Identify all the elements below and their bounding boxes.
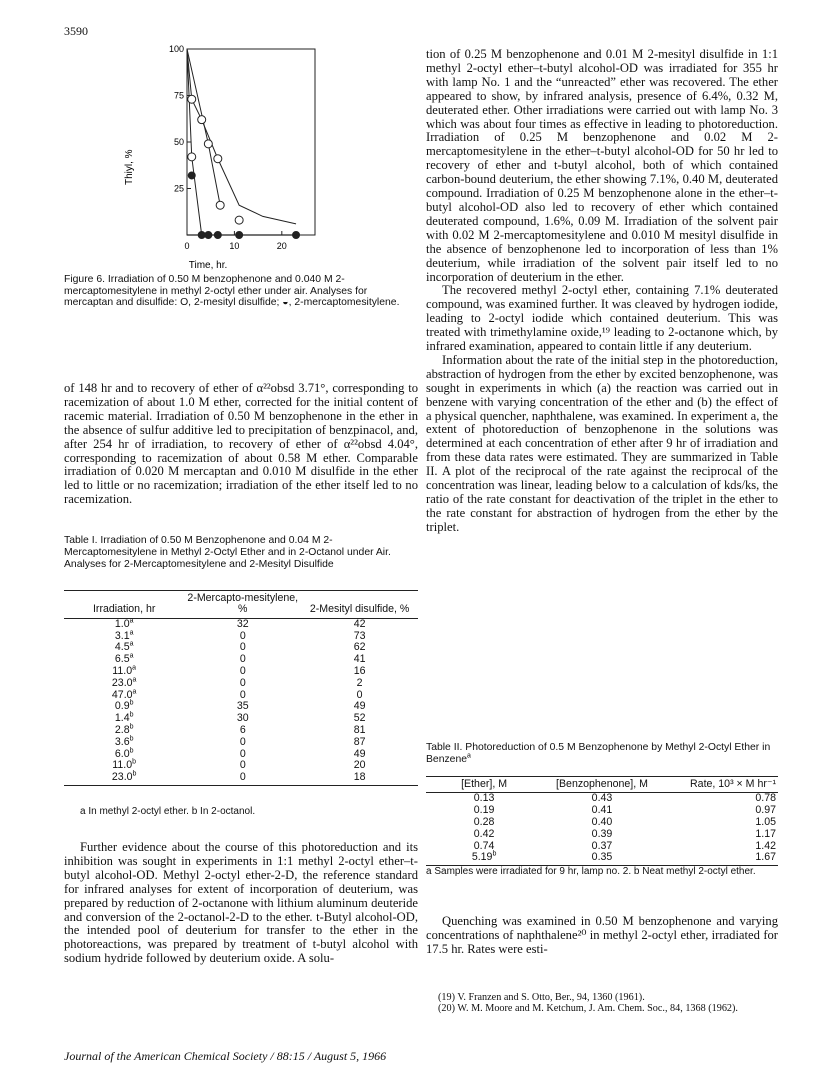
table-cell: 32	[236, 617, 249, 630]
table-cell: 2	[356, 676, 363, 689]
cell-value: 0.42	[473, 827, 495, 840]
data-point-disulfide	[188, 95, 196, 103]
cell-value: 1.4	[114, 712, 130, 725]
table-cell: 0.40	[591, 816, 613, 828]
table-cell: 0.78	[755, 792, 776, 805]
data-point-mercaptan	[205, 232, 212, 239]
table-1-footnote: a In methyl 2-octyl ether. b In 2-octanol.	[80, 806, 256, 817]
table-2-caption-text: Table II. Photoreduction of 0.5 M Benzophenone by Methyl 2-Octyl Ether in Benzene	[426, 742, 771, 765]
table-cell: 87	[353, 735, 366, 748]
data-point-mercaptan	[236, 232, 243, 239]
cell-value: 11.0	[112, 759, 133, 772]
cell-value: 3.1	[114, 629, 130, 642]
data-point-mercaptan	[214, 232, 221, 239]
reference: (19) V. Franzen and S. Otto, Ber., 94, 1360 (1961).	[438, 992, 645, 1003]
x-tick-label: 0	[184, 241, 190, 251]
left-column-text-top	[64, 382, 418, 507]
data-point-mercaptan	[293, 232, 300, 239]
cell-value: 0.19	[473, 804, 495, 817]
cell-footnote-mark: a	[129, 652, 134, 660]
data-point-disulfide	[204, 140, 212, 148]
paragraph: Information about the rate of the initial step in the photoreduction, abstraction of hydrogen from the ether by excited benzophenone, was sought in experiments in which (a) the reaction was carried out in benzene with varying concentration of the ether and (b) the effect of a physical quencher, naphthalene, was examined. In experiment a, the extent of photoreduction of benzophenone in the solutions was determined at each concentration of ether after 9 hr of irradiation and from these data rates were estimated. They are summarized in Table II. A plot of the reciprocal of the rate against the reciprocal of the concentration was linear, leading below to a calculation of kds/ks, the ratio of the rate constant for deactivation of the triplet in the ether to the rate constant for abstraction of hydrogen from the ether by the triplet.	[426, 352, 778, 534]
y-axis-label: Thiyl, %	[124, 149, 135, 185]
cell-footnote-mark: a	[129, 640, 134, 648]
table-cell: 1.05	[755, 816, 776, 828]
table-cell: 0.35	[542, 852, 662, 865]
table-cell: 0.37	[591, 839, 613, 852]
x-axis-label: Time, hr.	[188, 260, 228, 270]
cell-value: 2.8	[114, 723, 130, 736]
cell-value: 6.5	[114, 653, 130, 666]
table-cell: 1.67	[662, 852, 778, 865]
table-cell: 18	[301, 772, 418, 785]
table-cell: 0.43	[591, 792, 613, 805]
table-cell: 0.39	[591, 827, 613, 840]
cell-footnote-mark: b	[129, 723, 134, 731]
references	[438, 992, 778, 1015]
table-cell: 0.97	[755, 804, 776, 817]
cell-value: 0.28	[473, 816, 495, 828]
cell-footnote-mark: a	[132, 676, 137, 684]
table-cell: 49	[353, 747, 366, 760]
table-row	[64, 772, 418, 785]
cell-value: 5.19	[471, 851, 493, 864]
paragraph: Further evidence about the course of this photoreduction and its inhibition was sought in experiments in 1:1 methyl 2-octyl ether–t-butyl alcohol-OD. Methyl 2-octyl ether-2-D, the reference standard for infrared analyses for extent of incorporation of deuterium, was prepared by reduction of 2-octanone with lithium aluminum deuteride and conversion of the 2-octanol-2-D to the ether. t-Butyl alcohol-OD, the intended pool of deuterium for transfer to the ether in the photoreactions, was prepared by treatment of t-butyl alcohol with sodium hydride followed by deuterium oxide. A solu-	[64, 840, 418, 966]
table-cell: 0	[239, 676, 246, 689]
table-cell: 62	[353, 641, 366, 654]
y-tick-label: 50	[173, 137, 184, 147]
table-cell: 30	[236, 712, 249, 725]
data-point-disulfide	[235, 216, 243, 224]
x-tick-label: 10	[229, 241, 240, 251]
table-header: Irradiation, hr	[64, 591, 184, 619]
cell-footnote-mark: a	[129, 629, 134, 637]
right-column-text	[426, 48, 778, 535]
table-1-caption: Table I. Irradiation of 0.50 M Benzophenone and 0.04 M 2-Mercaptomesitylene in Methyl 2-Octyl Ether and in 2-Octanol under Air. Analyses for 2-Mercaptomesitylene and 2-Mesityl Disulfide	[64, 535, 391, 570]
data-point-disulfide	[188, 153, 196, 161]
table-cell: 0	[239, 688, 246, 701]
table-2	[426, 776, 778, 866]
disulfide-curve	[187, 49, 296, 224]
cell-footnote-mark: a	[132, 688, 137, 696]
data-point-disulfide	[216, 201, 224, 209]
table-cell: 0	[239, 653, 246, 666]
table-1	[64, 590, 418, 786]
page-number: 3590	[64, 24, 88, 38]
table-cell: 0	[239, 641, 246, 654]
table-cell: 49	[353, 700, 366, 713]
cell-value: 6.0	[114, 747, 130, 760]
reference: (20) W. M. Moore and M. Ketchum, J. Am. Chem. Soc., 84, 1368 (1962).	[438, 1003, 738, 1015]
table-cell: 0	[239, 747, 246, 760]
chart-marks	[187, 49, 300, 239]
table-header: [Ether], M	[426, 777, 542, 793]
table-cell: 6	[239, 723, 246, 736]
cell-value: 11.0	[112, 665, 133, 677]
cell-value: 47.0	[111, 688, 133, 701]
data-point-disulfide	[198, 116, 206, 124]
cell-footnote-mark: b	[129, 711, 134, 719]
table-2-footnote: a Samples were irradiated for 9 hr, lamp no. 2. b Neat methyl 2-octyl ether.	[426, 866, 756, 877]
table-cell: 52	[353, 712, 366, 725]
cell-footnote-mark: b	[492, 850, 497, 858]
cell-value: 1.0	[114, 617, 130, 630]
left-column-text-bottom	[64, 841, 418, 966]
x-tick-label: 20	[276, 241, 287, 251]
cell-value: 4.5	[114, 641, 130, 654]
cell-value: 3.6	[114, 735, 130, 748]
cell-footnote-mark: b	[129, 699, 134, 707]
table-cell: 35	[236, 700, 249, 713]
y-tick-label: 100	[168, 44, 184, 54]
y-tick-label: 25	[173, 183, 184, 194]
cell-footnote-mark: b	[129, 735, 134, 743]
table-header: 2-Mesityl disulfide, %	[301, 591, 418, 619]
paragraph: The recovered methyl 2-octyl ether, containing 7.1% deuterated compound, was examined further. It was cleaved by hydrogen iodide, leading to 2-octyl iodide which contained deuterium. This was treated with trimethylamine oxide,¹⁹ leading to 2-octanone which, by infrared examination, appeared to contain little if any deuterium.	[426, 283, 778, 354]
table-cell: 1.17	[755, 827, 776, 840]
table-header: [Benzophenone], M	[542, 777, 662, 793]
figure-caption: Figure 6. Irradiation of 0.50 M benzophenone and 0.040 M 2-mercaptomesitylene in methyl 2-octyl ether under air. Analyses for mercaptan and disulfide: O, 2-mesityl disulfide; ◒, 2-mercaptomesitylene.	[64, 274, 400, 309]
table-cell: 73	[353, 629, 366, 642]
table-cell: 0	[184, 772, 301, 785]
cell-value: 0.13	[473, 792, 495, 805]
cell-footnote-mark: a	[132, 664, 137, 672]
table-cell: 0.41	[591, 804, 613, 817]
table-2-caption-note: a	[467, 752, 471, 760]
table-cell: 81	[353, 723, 366, 736]
table-cell: 16	[353, 665, 366, 677]
table-cell: 42	[353, 617, 366, 630]
table-cell: 41	[353, 653, 366, 666]
table-row	[426, 852, 778, 865]
y-tick-label: 75	[173, 90, 184, 101]
figure-6-chart	[100, 30, 340, 270]
table-header: 2-Mercapto-mesitylene, %	[184, 591, 301, 619]
table-cell: 1.42	[755, 839, 776, 852]
table-cell: 20	[353, 759, 366, 772]
table-cell: 0	[239, 759, 246, 772]
secondary-curve	[187, 49, 220, 205]
journal-footer: Journal of the American Chemical Society / 88:15 / August 5, 1966	[64, 1049, 387, 1063]
paragraph: Quenching was examined in 0.50 M benzophenone and varying concentrations of naphthalene²⁰ in methyl 2-octyl ether, irradiated for 17.5 hr. Rates were esti-	[426, 914, 778, 956]
data-point-mercaptan	[198, 232, 205, 239]
table-cell: 0	[239, 629, 246, 642]
table-cell: 0	[356, 688, 363, 701]
paragraph: tion of 0.25 M benzophenone and 0.01 M 2-mesityl disulfide in 1:1 methyl 2-octyl ether–t-butyl alcohol-OD was irradiated for 355 hr with lamp No. 1 and the “unreacted” ether was recovered. The ether appeared to show, by infrared analysis, presence of 6.4%, 0.32 M, deuterated ether. Other irradiations were carried out with lamp No. 3 which was about four times as effective in leading to photoreduction. Irradiation of 0.25 M benzophenone and 0.02 M 2-mercaptomesitylene in the ether–t-butyl alcohol-OD for 50 hr led to recovery of ether and t-butyl alcohol, both of which contained carbon-bound deuterium, the ether showing 7.1%, 0.40 M, deuterated compound. Irradiation of 0.25 M benzophenone alone in the ether–t-butyl alcohol-OD also led to recovery of ether which contained deuterated compound, 1.6%, 0.09 M. Irradiation of the solvent pair with 0.02 M 2-mercaptomesitylene and 0.010 M mesityl disulfide in the absence of benzophenone led to incorporation of less than 1% deuterium, while irradiation of the solvent pair itself led to no incorporation of deuterium in the ether.	[426, 47, 778, 284]
cell-footnote-mark: b	[132, 758, 137, 766]
paragraph: of 148 hr and to recovery of ether of α²²obsd 3.71°, corresponding to racemization of about 1.0 M ether, corrected for the initial content of racemic material. Irradiation of 0.50 M benzophenone in the ether in the absence of sulfur additive led to precipitation of benzpinacol, and, after 254 hr of irradiation, to recovery of ether of α²²obsd 4.04°, corresponding to racemization of about 0.58 M ether. Comparable irradiation of 0.020 M mercaptan and 0.010 M disulfide in the ether led to little or no racemization; irradiation of the ether itself led to no racemization.	[64, 381, 418, 507]
cell-value: 23.0	[111, 676, 133, 689]
table-header: Rate, 10³ × M hr⁻¹	[662, 777, 778, 793]
table-2-caption	[426, 742, 778, 766]
table-cell: 0	[239, 735, 246, 748]
cell-footnote-mark: b	[129, 747, 134, 755]
table-cell: 0	[239, 665, 246, 677]
cell-value: 0.9	[114, 700, 130, 713]
data-point-mercaptan	[188, 172, 195, 179]
table-cell	[426, 852, 542, 865]
cell-value: 23.0	[111, 771, 133, 784]
cell-footnote-mark: b	[132, 770, 137, 778]
cell-footnote-mark: a	[129, 617, 134, 625]
table-cell	[64, 772, 184, 785]
right-column-text-bottom	[426, 915, 778, 957]
data-point-disulfide	[214, 155, 222, 163]
cell-value: 0.74	[473, 839, 495, 852]
